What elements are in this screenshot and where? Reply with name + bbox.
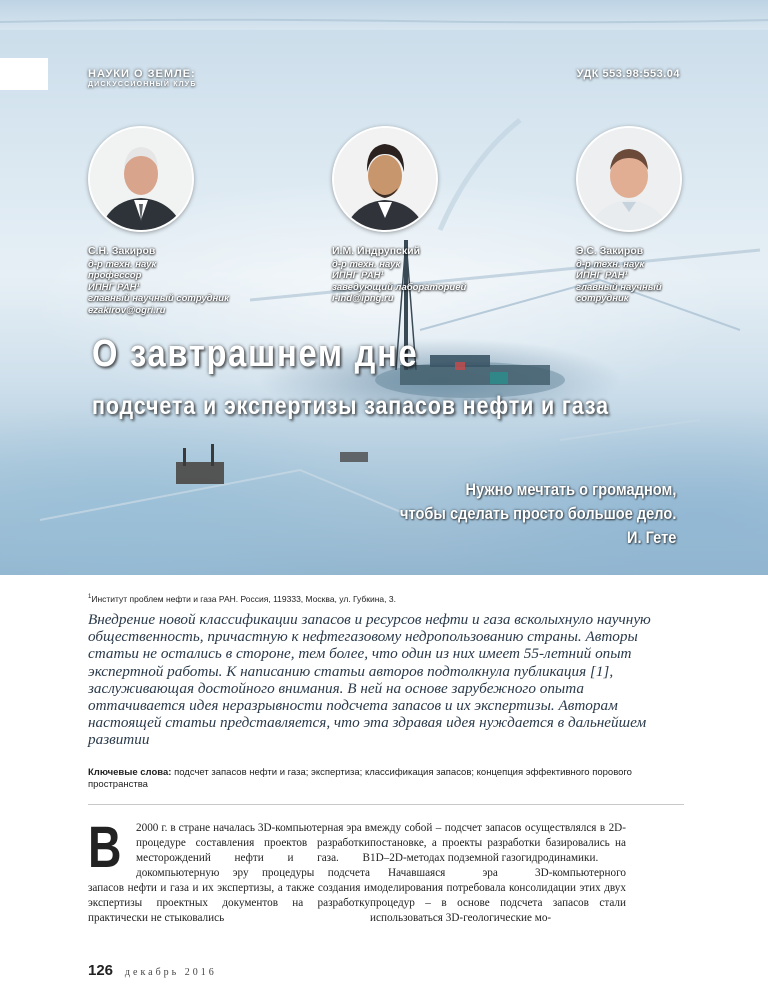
epigraph-line-1: Нужно мечтать о громадном, [465, 480, 676, 499]
body-paragraph: между собой – подсчет запасов осуществлялся в 2D-постановке, а проекты разработки базировались на 1D–2D-методах подземной газогидродинамики. [370, 822, 626, 864]
author-email[interactable]: ezakirov@ogri.ru [88, 304, 166, 316]
author-affiliation: ИПНГ РАН¹ [576, 270, 628, 281]
author-affiliation: ИПНГ РАН¹ [332, 270, 384, 281]
portrait-1 [90, 128, 192, 230]
author-photo-2 [332, 126, 438, 232]
author-title: профессор [88, 270, 142, 281]
section-label [88, 68, 197, 88]
epigraph-author: И. Гете [626, 528, 676, 547]
drop-cap: В [88, 815, 122, 880]
page-number: 126 [88, 962, 114, 979]
body-paragraph: Начавшаяся эра 3D-компьютерного моделирования потребовала консолидации этих двух процедур – в основе подсчета запасов стали использоваться 3D-геологические мо- [370, 867, 626, 924]
divider [88, 804, 684, 805]
footnote-text: Институт проблем нефти и газа РАН. Россия, 119333, Москва, ул. Губкина, 3. [91, 594, 396, 604]
author-email[interactable]: i-ind@ipng.ru [332, 293, 394, 304]
author-degree: д-р техн. наук [332, 258, 401, 270]
author-affiliation: ИПНГ РАН¹ [88, 281, 140, 293]
epigraph [400, 478, 676, 550]
issue-date: декабрь 2016 [124, 967, 217, 978]
author-position: заведующий лабораторией [332, 281, 467, 293]
body-column-left [88, 815, 370, 926]
keywords-text: подсчет запасов нефти и газа; экспертиза; классификация запасов; концепция эффективного порового пространства [88, 767, 632, 790]
author-info-3 [576, 246, 662, 305]
affiliation-footnote [88, 594, 396, 604]
keywords [88, 767, 684, 791]
article-subtitle: подсчета и экспертизы запасов нефти и газа [92, 392, 609, 420]
section-subtitle: ДИСКУССИОННЫЙ КЛУБ [88, 81, 197, 88]
page-footer [88, 962, 217, 979]
section-tab [0, 58, 48, 90]
author-info-1 [88, 246, 229, 316]
author-photo-3 [576, 126, 682, 232]
author-degree: д-р техн. наук [88, 258, 157, 270]
author-position-cont: сотрудник [576, 293, 629, 304]
article-title: О завтрашнем дне [92, 333, 419, 375]
author-position: главный научный [576, 281, 662, 293]
keywords-label: Ключевые слова: [88, 767, 172, 778]
portrait-3 [578, 128, 680, 230]
author-position: главный научный сотрудник [88, 293, 229, 304]
portrait-2 [334, 128, 436, 230]
body-column-right [370, 821, 626, 926]
author-degree: д-р техн. наук [576, 258, 645, 270]
author-name: Э.С. Закиров [576, 245, 644, 257]
udk-code: УДК 553.98:553.04 [576, 68, 680, 80]
footnote-mark: 1 [88, 594, 92, 601]
abstract: Внедрение новой классификации запасов и ресурсов нефти и газа всколыхнуло научную общественность, причастную к нефтегазовому недропользованию страны. Авторы статьи не остались в стороне, тем более, что один из них имеет 55-летний опыт экспертной работы. К написанию статьи авторов подтолкнула публикация [1], заслуживающая достойного внимания. В ней на основе зарубежного опыта оттачивается идея неразрывности подсчета запасов и их экспертизы. Авторам настоящей статьи представляется, что эта здравая идея нуждается в дальнейшем развитии [88, 611, 651, 749]
author-photo-1 [88, 126, 194, 232]
section-title: НАУКИ О ЗЕМЛЕ: [88, 68, 196, 80]
author-info-2 [332, 246, 466, 305]
author-name: И.М. Индрупский [332, 245, 421, 257]
author-name: С.Н. Закиров [88, 245, 156, 257]
body-paragraph: 2000 г. в стране началась 3D-компьютерная эра в процедуре составления проектов разработки месторождений нефти и газа. В докомпьютерную эру процедуры подсчета запасов нефти и газа и их экспертизы, а также создания и экспертизы проектных документов на разработку практически не стыковались [88, 822, 370, 924]
epigraph-line-2: чтобы сделать просто большое дело. [399, 504, 676, 523]
